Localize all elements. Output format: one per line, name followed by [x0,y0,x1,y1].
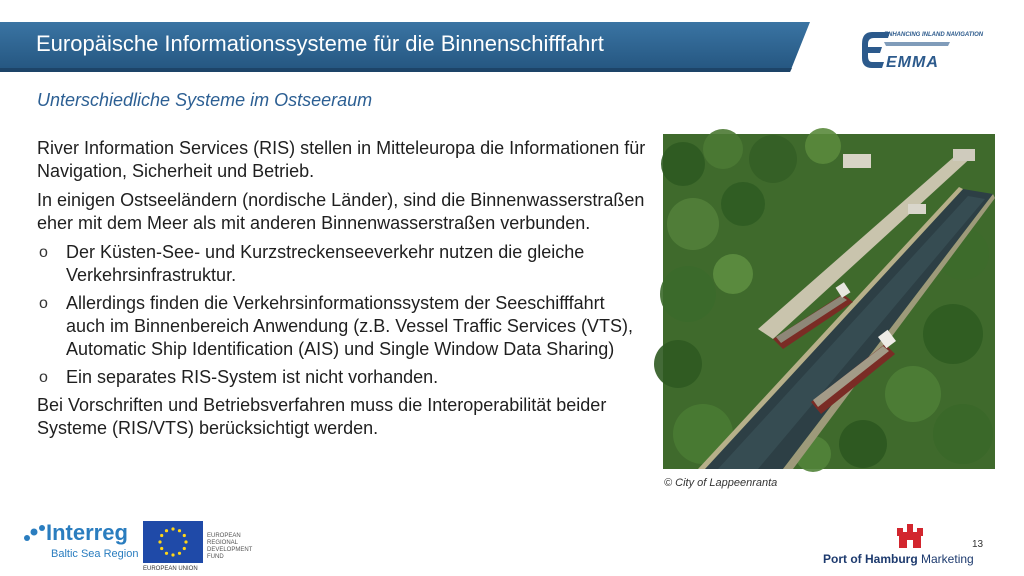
interreg-region: Baltic Sea Region [51,548,139,560]
hamburg-port-name: Port of Hamburg [823,552,918,566]
bullet-marker: o [39,369,48,386]
section-subtitle: Unterschiedliche Systeme im Ostseeraum [37,90,373,110]
emma-logo-icon [858,26,984,74]
eu-union-label: EUROPEAN UNION [143,566,198,572]
eu-flag-icon [143,521,203,563]
bullet-text: Ein separates RIS-System ist nicht vorhanden. [66,367,439,387]
eu-flag [143,521,203,563]
eu-fund-label: EUROPEAN REGIONAL DEVELOPMENT FUND [207,533,253,560]
body-text [37,137,647,446]
port-of-hamburg-text [823,552,974,566]
interreg-wordmark: Interreg [46,520,128,545]
hamburg-castle-icon [895,522,925,552]
emma-logo [858,26,984,74]
page-title: Europäische Informationssysteme für die Binnenschifffahrt [36,31,604,56]
paragraph-ris: River Information Services (RIS) stellen in Mitteleuropa die Informationen für Navigation, Sicherheit und Betrieb. [37,138,646,181]
bullet-item [37,366,647,389]
photo-caption: © City of Lappeenranta [664,477,778,489]
page-number: 13 [972,539,984,550]
bullet-item [37,292,647,361]
bullet-marker: o [39,295,48,312]
bullet-text: Allerdings finden die Verkehrsinformationssystem der Seeschifffahrt auch im Binnenbereich Anwendung (z.B. Vessel Traffic Services (VTS), Automatic Ship Identification (AIS) und Single Window Data Sharing) [66,293,633,359]
bullet-text: Der Küsten-See- und Kurzstreckenseeverkehr nutzen die gleiche Verkehrsinfrastruktur. [66,242,585,285]
canal-photo [663,134,995,469]
hamburg-marketing: Marketing [921,552,974,566]
interreg-logo [22,520,140,566]
paragraph-nordic: In einigen Ostseeländern (nordische Länder), sind die Binnenwasserstraßen eher mit dem Meer als mit anderen Binnenwasserstraßen verbunden. [37,190,645,233]
bullet-item [37,241,647,287]
emma-logo-brand: EMMA [886,54,939,71]
interreg-swoosh-icon [22,524,48,548]
paragraph-interoperability: Bei Vorschriften und Betriebsverfahren muss die Interoperabilität beider Systeme (RIS/VTS) berücksichtigt werden. [37,395,607,438]
emma-logo-tagline: ENHANCING INLAND NAVIGATION [884,32,984,38]
canal-photo-image [663,134,995,469]
bullet-marker: o [39,244,48,261]
